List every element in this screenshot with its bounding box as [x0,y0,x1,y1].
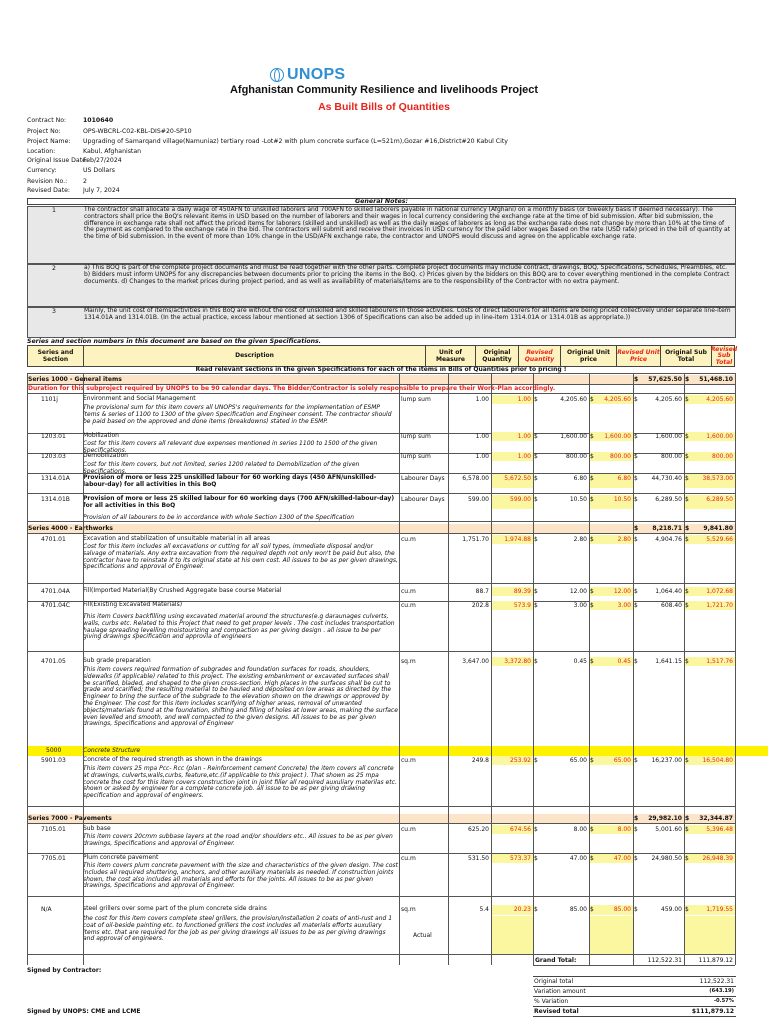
logo-text: UNOPS [287,66,346,83]
row-border [27,954,735,955]
item-unit: sq.m [401,906,416,913]
note-number: 2 [52,265,56,272]
item-description: Fill(Existing Excavated Materials) [83,601,183,608]
item-note: Provision of all labourers to be in accordance with whole Section 1300 of the Specification [83,514,355,521]
original-quantity: 1.00 [475,433,489,440]
series-code: 5000 [46,747,62,754]
column-border [448,373,449,965]
amount: 4,205.60 [560,396,587,403]
item-code: 1203.01 [41,433,66,440]
item-code: 1203.03 [41,453,66,460]
amount: 800.00 [610,453,631,460]
meta-value: 2 [83,178,87,185]
item-note: This item Covers backfilling using excavated material around the structures(e.g daraunages culverts, walls, curbs etc. Related to this Project that need to get proper levels . The cost includes transportation haulage spreading levelling moistourizing and compaction as per giving design . all issue to be per giving drawings specification and approvla of engineers [83,613,395,641]
currency-symbol: $ [634,658,638,665]
item-description: Provision of more or less 25 skilled labour for 60 working days (700 AFN/skilled-labour-day) for all activities in this BoQ [83,495,395,509]
col-orig-qty: Original Quantity [476,346,519,367]
item-description: Sub grade preparation [83,657,151,664]
currency-symbol: $ [634,815,639,822]
currency-symbol: $ [590,433,594,440]
summary-table [533,976,736,1017]
amount: 44,730.40 [651,475,682,482]
currency-symbol: $ [685,376,690,383]
currency-symbol: $ [534,475,538,482]
series-row [27,524,735,533]
column-border [684,373,685,965]
item-description: Mobilization [83,432,119,439]
revised-quantity: 1.00 [517,396,531,403]
currency-symbol: $ [534,826,538,833]
general-notes-title: General Notes: [27,198,736,205]
currency-symbol: $ [534,855,538,862]
column-border [735,373,736,965]
summary-label: % Variation [534,998,569,1005]
original-quantity: 599.00 [468,496,489,503]
summary-row [533,997,736,1007]
col-orig-total: Original Sub Total [661,346,712,367]
amount: 10.50 [613,496,631,503]
amount: 16,504.80 [702,757,733,764]
item-description: Concrete of the required strength as shown in the drawings [83,756,262,763]
series-row [27,375,735,384]
row-border [27,806,735,807]
item-code: 1314.01A [41,475,70,482]
currency-symbol: $ [685,602,689,609]
item-unit: cu.m [401,602,416,609]
meta-row [27,138,508,147]
amount: 1,721.70 [706,602,733,609]
revised-price-cell [589,916,633,954]
amount: 8.00 [617,826,631,833]
item-unit: lump sum [401,453,431,460]
meta-row [27,157,122,166]
currency-symbol: $ [534,906,538,913]
currency-symbol: $ [534,433,538,440]
summary-row [533,1007,736,1017]
currency-symbol: $ [534,757,538,764]
currency-symbol: $ [634,757,638,764]
revised-quantity: 89.39 [513,588,531,595]
summary-label: Original total [534,978,574,985]
read-note: Read relevant sections in the given Specifications for each of the items in Bills of Quantities prior to pricing ! [27,366,735,374]
item-code: 4701.04C [41,602,71,609]
grand-total-label: Grand Total: [535,957,577,964]
series-original-total: 57,625.50 [648,376,682,383]
amount: 4,904.76 [655,536,682,543]
amount: 2.80 [573,536,587,543]
item-code: 7105.01 [41,826,66,833]
series-revised-total: 51,468.10 [699,376,733,383]
meta-key: Revised Date: [27,187,71,194]
currency-symbol: $ [634,475,638,482]
series-label: Concrete Structure [83,747,141,754]
item-note: This item covers plum concrete pavement with the size and characteristics of the given design. The cost includes all required shuttering, anchors, and other auxiliary materials as needed. If construction joints shown, the cost also includes all materials and efforts for the joints. All issues to be as per given drawings, Specifications and approval of Engineer. [83,862,398,890]
currency-symbol: $ [634,396,638,403]
series-label: Series 7000 - Pavements [28,815,112,822]
item-code: 4701.01 [41,536,66,543]
row-border [27,493,735,494]
item-description: Excavation and stabilization of unsuitable material in all areas [83,535,270,542]
unops-logo [270,66,345,84]
amount: 800.00 [566,453,587,460]
amount: 16,237.00 [651,757,682,764]
amount: 6,289.50 [706,496,733,503]
item-note: Cost for this item covers all relevant due expenses mentioned in series 1100 to 1500 of the given Specifications. [83,440,378,454]
currency-symbol: $ [685,855,689,862]
amount: 85.00 [613,906,631,913]
currency-symbol: $ [685,757,689,764]
column-border [633,373,634,965]
amount: 38,573.00 [702,475,733,482]
currency-symbol: $ [534,453,538,460]
currency-symbol: $ [634,588,638,595]
amount: 1,600.00 [655,433,682,440]
revised-quantity: 3,372.80 [504,658,531,665]
column-border [491,373,492,965]
series-row [27,814,735,823]
amount: 0.45 [617,658,631,665]
amount: 3.00 [617,602,631,609]
meta-value: Upgrading of Samarqand village(Namuniaz) tertiary road -Lot#2 with plum concrete surface (L=521m),Gozar #16,District#20 Kabul City [83,138,508,145]
currency-symbol: $ [534,536,538,543]
col-rev-total: Revised Sub Total [710,345,738,366]
item-note: Cost for this item includes all excavations or cutting for all soil types, immediate disposal and/or salvage of materials. Any extra excavation from the required depth not only won't be paid but also, the contractor have to reinstate it to its original state at his own cost. All issues to be as per given drawings, Specifications and approval of Engineer. [83,543,398,571]
revised-quantity: 5,672.50 [504,475,531,482]
item-code: 1314.01B [41,496,70,503]
item-note: the cost for this item covers complete steel grillers, the provision/installation 2 coats of anti-rust and 1 coat of oil-beside painting etc. to functioned grillers the cost includes all materials efforts auxuliary items etc. that are required for the job as per giving drawings all issues to be as per giving drawings and approval of engineers. [83,915,393,943]
row-border [27,896,735,897]
currency-symbol: $ [634,433,638,440]
row-border [27,533,735,534]
revised-quantity: 1.00 [517,453,531,460]
currency-symbol: $ [685,815,690,822]
currency-symbol: $ [590,496,594,503]
note-text: a) This BOQ is part of the complete project documents and must be read together with the other parts. Complete project documents may include contract, drawings, BOQ, Specifications, Schedules, Preambles, etc. b) Bidders must inform UNOPS for any discrepancies between documents prior to pricing the items in the BoQ. c) Prices given by the bidders on this BOQ are to cover everything mentioned in the complete Contract documents. d) Changes to the market prices during project period, and as well as availability of materials/items are to the responsibility of the Contractor with no extra payment. [84,264,730,285]
currency-symbol: $ [634,855,638,862]
row-border [27,823,735,824]
original-quantity: 1.00 [475,453,489,460]
amount: 5,001.60 [655,826,682,833]
table-header [27,345,738,367]
amount: 6,289.50 [655,496,682,503]
row-border [27,393,735,394]
currency-symbol: $ [590,602,594,609]
item-unit: lump sum [401,433,431,440]
grand-total-revised: 111,879.12 [698,957,733,964]
meta-value: US Dollars [83,167,115,174]
meta-value: Feb/27/2024 [83,157,122,164]
amount: 1,600.00 [706,433,733,440]
revised-quantity: 20.23 [513,906,531,913]
amount: 24,980.50 [651,855,682,862]
currency-symbol: $ [634,826,638,833]
currency-symbol: $ [685,658,689,665]
currency-symbol: $ [590,536,594,543]
item-note: This item covers 20cmm subbase layers at the road and/or shoulders etc.. All issues to be as per given drawings, Specifications and approval of Engineer. [83,833,393,847]
row-border [27,521,735,522]
row-border [27,651,735,652]
amount: 5,529.66 [706,536,733,543]
document-title: Afghanistan Community Resilience and livelihoods Project [229,84,539,96]
column-border [589,373,590,965]
amount: 65.00 [569,757,587,764]
amount: 47.00 [613,855,631,862]
meta-row [27,178,87,187]
original-quantity: 6,578.00 [462,475,489,482]
item-description: Environment and Social Management [83,395,196,402]
amount: 6.80 [617,475,631,482]
currency-symbol: $ [590,757,594,764]
item-unit: Labourer Days [401,475,445,482]
summary-value: -0.57% [713,998,734,1004]
currency-symbol: $ [590,855,594,862]
item-code: 7705.01 [41,855,66,862]
currency-symbol: $ [634,906,638,913]
col-series: Series and Section [28,346,84,367]
summary-value: 112,522.31 [699,978,734,985]
amount: 1,600.00 [604,433,631,440]
amount: 1,072.68 [706,588,733,595]
revised-qty-cell [491,916,533,954]
meta-value: Kabul, Afghanistan [83,148,142,155]
column-border [83,373,84,965]
currency-symbol: $ [685,536,689,543]
item-code: 4701.05 [41,658,66,665]
amount: 4,205.60 [706,396,733,403]
meta-key: Contract No: [27,117,67,124]
duration-note: Duration for this subproject required by UNOPS to be 90 calendar days. The Bidder/Contractor is solely responsible to prepare their Work-Plan accordingly. [28,385,556,392]
currency-symbol: $ [685,525,690,532]
currency-symbol: $ [590,475,594,482]
currency-symbol: $ [534,396,538,403]
meta-value: OPS-WBCRL-C02-KBL-DIS#20-SP10 [83,128,192,135]
original-quantity: 3,647.00 [462,658,489,665]
amount: 1,719.55 [706,906,733,913]
globe-icon [270,68,284,82]
col-unit: Unit of Measure [426,346,476,367]
revised-quantity: 1.00 [517,433,531,440]
amount: 4,205.60 [655,396,682,403]
amount: 0.45 [573,658,587,665]
summary-label: Revised total [534,1008,579,1015]
currency-symbol: $ [685,588,689,595]
amount: 800.00 [661,453,682,460]
column-border [27,373,28,965]
series-revised-total: 9,841.80 [703,525,733,532]
item-code: 5901.03 [41,757,66,764]
item-unit: cu.m [401,536,416,543]
summary-label: Variation amount [534,988,586,995]
column-border [399,373,400,965]
summary-value: $111,879.12 [691,1008,734,1015]
amount: 5,396.48 [706,826,733,833]
amount: 12.00 [569,588,587,595]
currency-symbol: $ [634,453,638,460]
summary-row [533,987,736,997]
row-border [27,583,735,584]
summary-row [533,977,736,987]
meta-key: Currency: [27,167,57,174]
signature-contractor: Signed by Contractor: [27,967,102,974]
currency-symbol: $ [685,475,689,482]
item-unit: cu.m [401,826,416,833]
col-rev-qty: Revised Quantity [519,346,561,367]
original-quantity: 1.00 [475,396,489,403]
currency-symbol: $ [634,536,638,543]
amount: 608.40 [661,602,682,609]
item-note: The provisional sum for this item covers all UNOPS's requirements for the implementation of ESMP items & series of 1100 to 1300 of the given Specification and Engineer consent. The contractor should be paid based on the approved and done items (breakdowns) stated in the ESMP. [83,404,392,425]
note-text: Mainly, the unit cost of items/activities in this BoQ are without the cost of unskilled and skilled labourers in those activities. Costs of direct labourers for all items are being priced collectively under separate line-item 1314.01A and 1314.01B. (In the actual practice, excess labour mentioned at section 1306 of Specifications can also be added up in line-item 1314.01A or 1314.01B as appropriate.)) [84,307,731,321]
series-original-total: 29,982.10 [648,815,682,822]
note-text: The contractor shall allocate a daily wage of 450AFN to unskilled laborers and 700AFN to skilled laborers payable in national currency (Afghani) on a monthly basis (or biweekly basis if deemed necessary). The contractors shall price the BoQ's relevant items in USD based on the number of laborers and their wages in local currency considering the exchange rate at the time of bid submission. After bid submission, the difference in exchange rate shall not affect the priced items for laborers (skilled and unskilled) as well as the daily wages of laborers as long as the exchange rate does not change by more than 10% at the time of the payment as compared to the exchange rate in the bid. The contractors will submit and receive their invoices in USD currency for the paid labor wages based on the rate (USD rate) priced in the bill of quantity at the time of bid submission. In the event of more than 10% change in the USD/AFN exchange rate, the contractor and UNOPS would discuss and agree on the applicable exchange rate. [84,206,731,241]
amount: 1,641.15 [655,658,682,665]
col-orig-price: Original Unit price [561,346,617,367]
series-label: Series 1000 - General items [28,376,122,383]
item-note: This item covers required formation of subgrades and foundation surfaces for roads, shoulders, sidewalks (if applicable) related to this project. The existing embankment or excavated surfaces shall be scarified, bladed, and shaped to the given cross-section. High places in the surfaces shall be cut to grade and scarified; the resulting material to be hauled and deposited on low areas as directed by the Engineer to bring the surface of the subgrade to the elevation shown on the drawings or approved by the Engineer. The cost for this item includes scarifying of higher areas, removal of unwanted objects/materials found at the foundation, shifting and filling of holes at lower areas, making the surface even levelled and smooth, and well compacted to the given designs. All issues to be as per given drawings, Specifications and approval of Engineer [83,666,398,728]
item-description: Demobilization [83,452,128,459]
item-unit: Labourer Days [401,496,445,503]
item-code: 1101j [41,396,58,403]
amount: 10.50 [569,496,587,503]
general-note [27,307,736,338]
series-label: Series 4000 - Earthworks [28,525,113,532]
currency-symbol: $ [634,496,638,503]
item-description: Fill(Imported Material(By Crushed Aggregate base course Material [83,587,282,594]
original-quantity: 1,751.70 [462,536,489,543]
general-note [27,206,736,264]
meta-row [27,167,115,176]
currency-symbol: $ [685,433,689,440]
currency-symbol: $ [634,602,638,609]
currency-symbol: $ [534,588,538,595]
amount: 8.00 [573,826,587,833]
currency-symbol: $ [534,658,538,665]
revised-quantity: 599.00 [510,496,531,503]
revised-quantity: 573.37 [510,855,531,862]
amount: 2.80 [617,536,631,543]
amount: 12.00 [613,588,631,595]
amount: 3.00 [573,602,587,609]
amount: 85.00 [569,906,587,913]
amount: 26,948.39 [702,855,733,862]
currency-symbol: $ [685,453,689,460]
amount: 1,064.40 [655,588,682,595]
col-rev-price: Revised Unit Price [617,346,661,367]
item-note: This item covers 25 mpa Pcc- Rcc (plan - Reinforcement cement Concrete) the item covers all concrete at drawings, culverts,walls,curbs, feature,etc.(if applicable to this project ). That shown as 25 mpa concrete the cost for this item covers construction joint in joint filler all required auxuliary materilas etc. shown or asked by engineer for a complete concrete job. all issue to be as per giving drawing specification and approval of engineers. [83,765,397,800]
currency-symbol: $ [590,396,594,403]
currency-symbol: $ [685,396,689,403]
grand-total-original: 112,522.31 [647,957,682,964]
currency-symbol: $ [590,453,594,460]
item-description: Plum concrete pavement [83,854,159,861]
original-quantity: 88.7 [475,588,489,595]
original-quantity: 625.20 [468,826,489,833]
item-unit: cu.m [401,757,416,764]
col-description: Description [84,346,426,367]
original-quantity: 249.8 [471,757,489,764]
series-revised-total: 32,344.87 [699,815,733,822]
meta-key: Project No: [27,128,61,135]
currency-symbol: $ [685,826,689,833]
revised-quantity: 573.9 [513,602,531,609]
original-quantity: 202.8 [471,602,489,609]
currency-symbol: $ [634,376,639,383]
item-note: Cost for this item covers, but not limited, series 1200 related to Demobilization of the given Specifications. [83,461,360,475]
currency-symbol: $ [590,658,594,665]
currency-symbol: $ [534,602,538,609]
series-note: Series and section numbers in this document are based on the given Specifications. [27,338,322,345]
row-border [533,965,735,966]
revised-quantity: 674.56 [510,826,531,833]
revised-quantity: 1,974.88 [504,536,531,543]
note-number: 3 [52,308,56,315]
note-number: 1 [52,207,56,214]
currency-symbol: $ [534,496,538,503]
meta-row [27,128,192,137]
amount: 1,600.00 [560,433,587,440]
general-note [27,264,736,307]
original-quantity: 5.4 [479,906,489,913]
currency-symbol: $ [590,826,594,833]
revised-quantity: 253.92 [510,757,531,764]
item-description: Sub base [83,825,111,832]
signature-unops: Signed by UNOPS: CME and LCME [27,1008,141,1015]
meta-key: Revision No.: [27,178,68,185]
amount: 4,205.60 [604,396,631,403]
currency-symbol: $ [685,906,689,913]
meta-value: July 7, 2024 [83,187,120,194]
amount: 65.00 [613,757,631,764]
amount: 800.00 [712,453,733,460]
meta-row [27,187,120,196]
meta-key: Original Issue Date: [27,157,89,164]
item-code: N/A [41,906,52,913]
item-description: Provision of more or less 225 unskilled labour for 60 working days (450 AFN/unskilled-labour-day) for all activities in this BoQ [83,474,377,488]
meta-key: Location: [27,148,56,155]
amount: 6.80 [573,475,587,482]
currency-symbol: $ [634,525,639,532]
meta-row [27,117,113,126]
amount: 47.00 [569,855,587,862]
item-unit: cu.m [401,855,416,862]
actual-label: Actual [413,932,432,939]
revised-total-cell [684,916,735,954]
meta-value: 1010640 [83,117,114,124]
currency-symbol: $ [590,588,594,595]
item-unit: cu.m [401,588,416,595]
summary-value: (643.19) [709,988,734,994]
currency-symbol: $ [590,906,594,913]
meta-row [27,148,141,157]
document-subtitle: As Built Bills of Quantities [318,101,450,113]
currency-symbol: $ [685,496,689,503]
amount: 1,517.76 [706,658,733,665]
item-description: steel grillers over some part of the plum concrete side drains [83,905,267,912]
meta-key: Project Name: [27,138,71,145]
item-unit: sq.m [401,658,416,665]
item-code: 4701.04A [41,588,70,595]
column-border [533,373,534,965]
original-quantity: 531.50 [468,855,489,862]
series-original-total: 8,218.71 [652,525,682,532]
amount: 459.00 [661,906,682,913]
item-unit: lump sum [401,396,431,403]
